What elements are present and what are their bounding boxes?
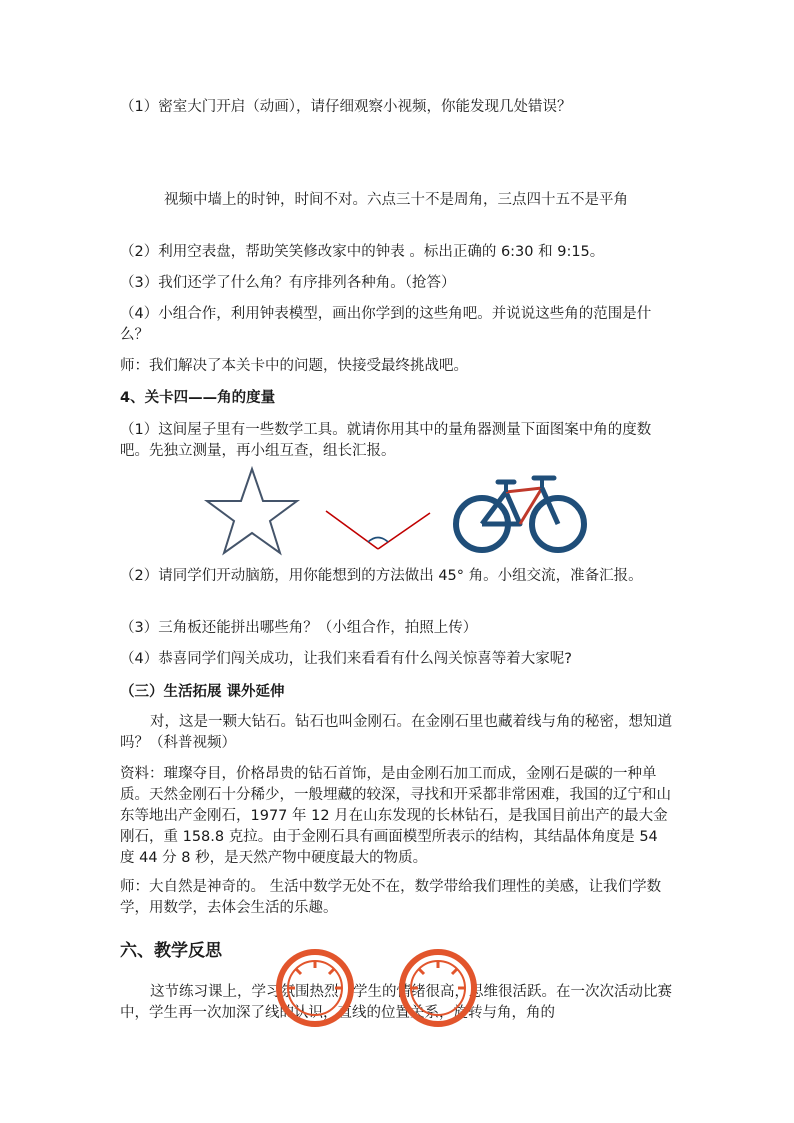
q4-group: （4）小组合作，利用钟表模型，画出你学到的这些角吧。并说说这些角的范围是什么？ <box>120 306 652 343</box>
teacher-line-2: 师：大自然是神奇的。 生活中数学无处不在，数学带给我们理性的美感，让我们学数学，用数学，去体会生活的乐趣。 <box>120 879 662 916</box>
star-figure <box>203 465 301 557</box>
level4-q1: （1）这间屋子里有一些数学工具。就请你用其中的量角器测量下面图案中角的度数吧。先独立测量，再小组互查，组长汇报。 <box>120 422 652 459</box>
level4-q4: （4）恭喜同学们闯关成功，让我们来看看有什么闯关惊喜等着大家呢? <box>120 651 572 667</box>
diamond-material: 资料：璀璨夺目，价格昂贵的钻石首饰，是由金刚石加工而成，金刚石是碳的一种单质。天然金刚石十分稀少，一般埋藏的较深，寻找和开采都非常困难，我国的辽宁和山东等地出产金刚石，1977 年 12 月在山东发现的长林钻石，是我国目前出产的最大金刚石，重 158.8 克拉。由于金刚石具有画面模型所表示的结构，其结晶体角度是 54 度 44 分 8 秒，是天然产物中硬度最大的物质。 <box>120 766 671 866</box>
angle-right-ray <box>378 513 430 549</box>
q1-door-video: （1）密室大门开启（动画），请仔细观察小视频，你能发现几处错误？ <box>120 99 572 115</box>
level4-q2: （2）请同学们开动脑筋，用你能想到的方法做出 45° 角。小组交流，准备汇报。 <box>120 568 643 584</box>
section3-title: （三）生活拓展 课外延伸 <box>120 684 285 700</box>
section6-title: 六、教学反思 <box>120 941 222 961</box>
q3-angles: （3）我们还学了什么角？有序排列各种角。（抢答） <box>120 275 456 291</box>
clock-face-right <box>393 946 483 1030</box>
bicycle-top-tube <box>506 488 542 492</box>
q2-clock: （2）利用空表盘，帮助笑笑修改家中的钟表 。标出正确的 6:30 和 9:15。 <box>120 244 605 260</box>
clock-ticks-right <box>411 961 465 988</box>
star-shape <box>207 469 297 553</box>
angle-figure <box>322 505 434 555</box>
reflection-paragraph: 这节练习课上，学习氛围热烈，学生的情绪很高，思维很活跃。在一次次活动比赛中，学生再一次加深了线的认识，直线的位置关系，旋转与角，角的 <box>120 984 672 1021</box>
bicycle-fork <box>542 488 558 524</box>
diamond-intro: 对，这是一颗大钻石。钻石也叫金刚石。在金刚石里也藏着线与角的秘密，想知道吗？（科普视频） <box>120 714 672 751</box>
clock-explanation: 视频中墙上的时钟，时间不对。六点三十不是周角，三点四十五不是平角 <box>164 192 628 208</box>
angle-arc <box>368 538 388 543</box>
clock-face-left <box>270 946 360 1030</box>
level4-title: 4、关卡四——角的度量 <box>120 390 276 406</box>
level4-q3: （3）三角板还能拼出哪些角？（小组合作，拍照上传） <box>120 620 478 636</box>
teacher-line-1: 师：我们解决了本关卡中的问题，快接受最终挑战吧。 <box>120 358 468 374</box>
angle-left-ray <box>326 511 378 549</box>
clock-ticks-left <box>288 961 342 988</box>
bicycle-figure <box>450 470 590 556</box>
